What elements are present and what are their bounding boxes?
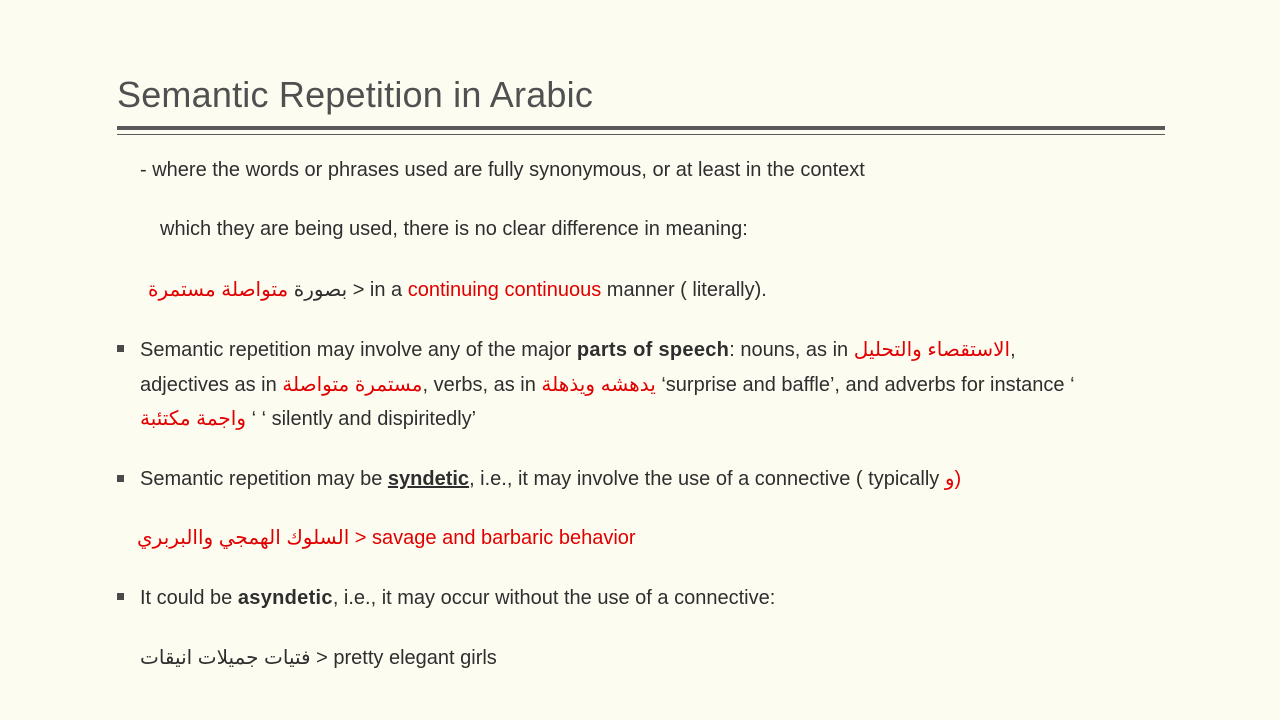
- bullet-1-arabic-nouns: الاستقصاء والتحليل: [853, 339, 1011, 361]
- example-1-arabic-black: بصورة: [293, 279, 348, 301]
- example-2-english: savage and barbaric behavior: [372, 527, 636, 549]
- example-1-arabic-red: متواصلة مستمرة: [148, 279, 289, 301]
- bullet-3-line: [140, 586, 775, 610]
- bullet-1-arabic-verbs: يدهشه ويذهلة: [541, 374, 656, 396]
- bullet-1-text-a: Semantic repetition may involve any of the major: [140, 339, 577, 361]
- bullet-1-verbs-text: , verbs, as in: [422, 374, 542, 396]
- bullet-1-adverbs-gloss: ‘ ‘ silently and dispiritedly’: [246, 408, 477, 430]
- title-divider-thin: [117, 134, 1165, 135]
- example-1: [148, 278, 767, 302]
- bullet-marker-1: [117, 345, 124, 352]
- title-divider-thick: [117, 126, 1165, 130]
- bullet-1-text-b: : nouns, as in: [729, 339, 854, 361]
- bullet-2-line: [140, 467, 961, 491]
- bullet-2-text-c: ): [954, 468, 962, 490]
- example-3-english: > pretty elegant girls: [310, 647, 497, 669]
- example-1-tail: manner ( literally).: [601, 279, 767, 301]
- bullet-3-text-b: , i.e., it may occur without the use of a connective:: [332, 587, 776, 609]
- bullet-2-text-b: , i.e., it may involve the use of a connective ( typically: [469, 468, 945, 490]
- bullet-2-arabic-connective: و: [944, 468, 955, 490]
- slide-title: Semantic Repetition in Arabic: [117, 74, 594, 115]
- example-2: [137, 526, 636, 550]
- bullet-1-text-c: ,: [1010, 339, 1016, 361]
- bullet-marker-2: [117, 475, 124, 482]
- bullet-1-adjectives-text: adjectives as in: [140, 374, 283, 396]
- bullet-3-text-a: It could be: [140, 587, 238, 609]
- bullet-2-text-a: Semantic repetition may be: [140, 468, 388, 490]
- example-1-english-red: continuing continuous: [407, 279, 602, 301]
- bullet-1-bold: parts of speech: [576, 339, 730, 361]
- bullet-1-line-1: [140, 338, 1016, 362]
- example-1-arabic: [148, 278, 347, 302]
- intro-line-2: which they are being used, there is no clear difference in meaning:: [160, 218, 748, 240]
- bullet-1-arabic-adverbs: واجمة مكتئبة: [140, 408, 247, 430]
- bullet-1-line-3: [140, 407, 476, 431]
- bullet-1-arabic-adjectives: مستمرة متواصلة: [282, 374, 423, 396]
- example-3-arabic: فتيات جميلات انيقات: [140, 647, 311, 669]
- bullet-marker-3: [117, 593, 124, 600]
- example-3: [140, 646, 497, 670]
- bullet-2-syndetic: syndetic: [387, 468, 470, 490]
- example-2-arabic: السلوك الهمجي واالبربري: [137, 527, 350, 549]
- intro-line-1: - where the words or phrases used are fully synonymous, or at least in the context: [140, 159, 865, 181]
- example-1-sep: > in a: [347, 279, 408, 301]
- example-2-sep: >: [349, 527, 373, 549]
- bullet-3-asyndetic: asyndetic: [237, 587, 333, 609]
- bullet-1-line-2: [140, 373, 1075, 397]
- bullet-1-adverbs-text: ‘surprise and baffle’, and adverbs for instance ‘: [655, 374, 1075, 396]
